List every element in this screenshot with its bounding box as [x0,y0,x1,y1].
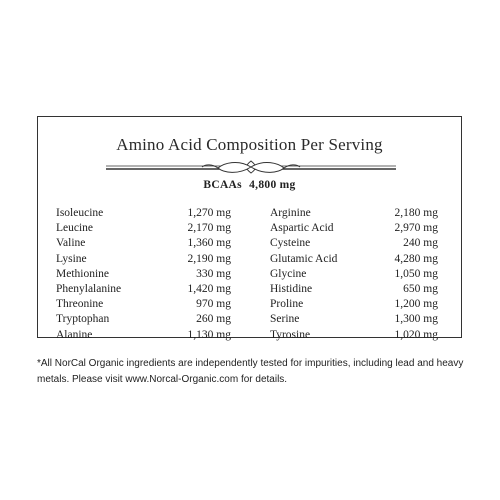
amino-amount: 330 mg [196,267,231,280]
amino-name: Glutamic Acid [270,252,338,265]
amino-amount: 260 mg [196,313,231,326]
amino-amount: 2,180 mg [394,207,438,219]
amino-amount: 1,130 mg [187,328,231,341]
amino-amount: 4,280 mg [394,252,438,265]
list-item [270,328,438,343]
list-item [56,221,231,236]
amino-name: Lysine [56,252,87,265]
amino-name: Aspartic Acid [270,222,334,235]
amino-name: Threonine [56,298,104,311]
list-item [56,282,231,297]
amino-name: Proline [270,298,304,311]
amino-amount: 1,360 mg [187,237,231,250]
list-item [270,267,438,282]
list-item [56,297,231,312]
amino-name: Tyrosine [270,328,311,341]
amino-name: Tryptophan [56,313,110,326]
amino-amount: 970 mg [196,298,231,311]
footnote: *All NorCal Organic ingredients are independently tested for impurities, including lead and heavy metals. Please visit www.Norcal-Organic.com for details. [37,358,464,385]
amino-amount: 1,270 mg [187,207,231,219]
amino-amount: 1,420 mg [187,282,231,295]
amino-name: Serine [270,313,300,326]
amino-amount: 2,190 mg [187,252,231,265]
ornament-divider-icon [106,159,396,177]
bcaa-value: 4,800 mg [249,179,296,191]
amino-amount: 650 mg [403,282,438,295]
amino-name: Valine [56,237,86,250]
amino-amount: 1,050 mg [394,267,438,280]
amino-amount: 240 mg [403,237,438,250]
amino-amount: 1,300 mg [394,313,438,326]
list-item [56,252,231,267]
list-item [56,206,231,221]
list-item [270,221,438,236]
amino-amount: 1,020 mg [394,328,438,341]
amino-amount: 1,200 mg [394,298,438,311]
list-item [270,252,438,267]
list-item [56,236,231,251]
list-item [270,236,438,251]
list-item [270,297,438,312]
amino-name: Histidine [270,282,313,295]
amino-name: Methionine [56,267,110,280]
amino-name: Cysteine [270,237,311,250]
amino-list-left [56,206,231,343]
list-item [56,267,231,282]
panel-title: Amino Acid Composition Per Serving [116,135,383,154]
amino-name: Glycine [270,267,307,280]
amino-amount: 2,170 mg [187,222,231,235]
list-item [56,328,231,343]
amino-name: Alanine [56,328,93,341]
amino-name: Phenylalanine [56,282,122,295]
amino-name: Isoleucine [56,207,104,219]
list-item [270,312,438,327]
list-item [270,206,438,221]
amino-name: Arginine [270,207,311,219]
amino-list-right [270,206,438,343]
list-item [270,282,438,297]
bcaa-total [38,179,461,191]
amino-acid-panel [37,116,462,341]
amino-amount: 2,970 mg [394,222,438,235]
amino-name: Leucine [56,222,94,235]
bcaa-label: BCAAs [203,179,242,191]
list-item [56,312,231,327]
